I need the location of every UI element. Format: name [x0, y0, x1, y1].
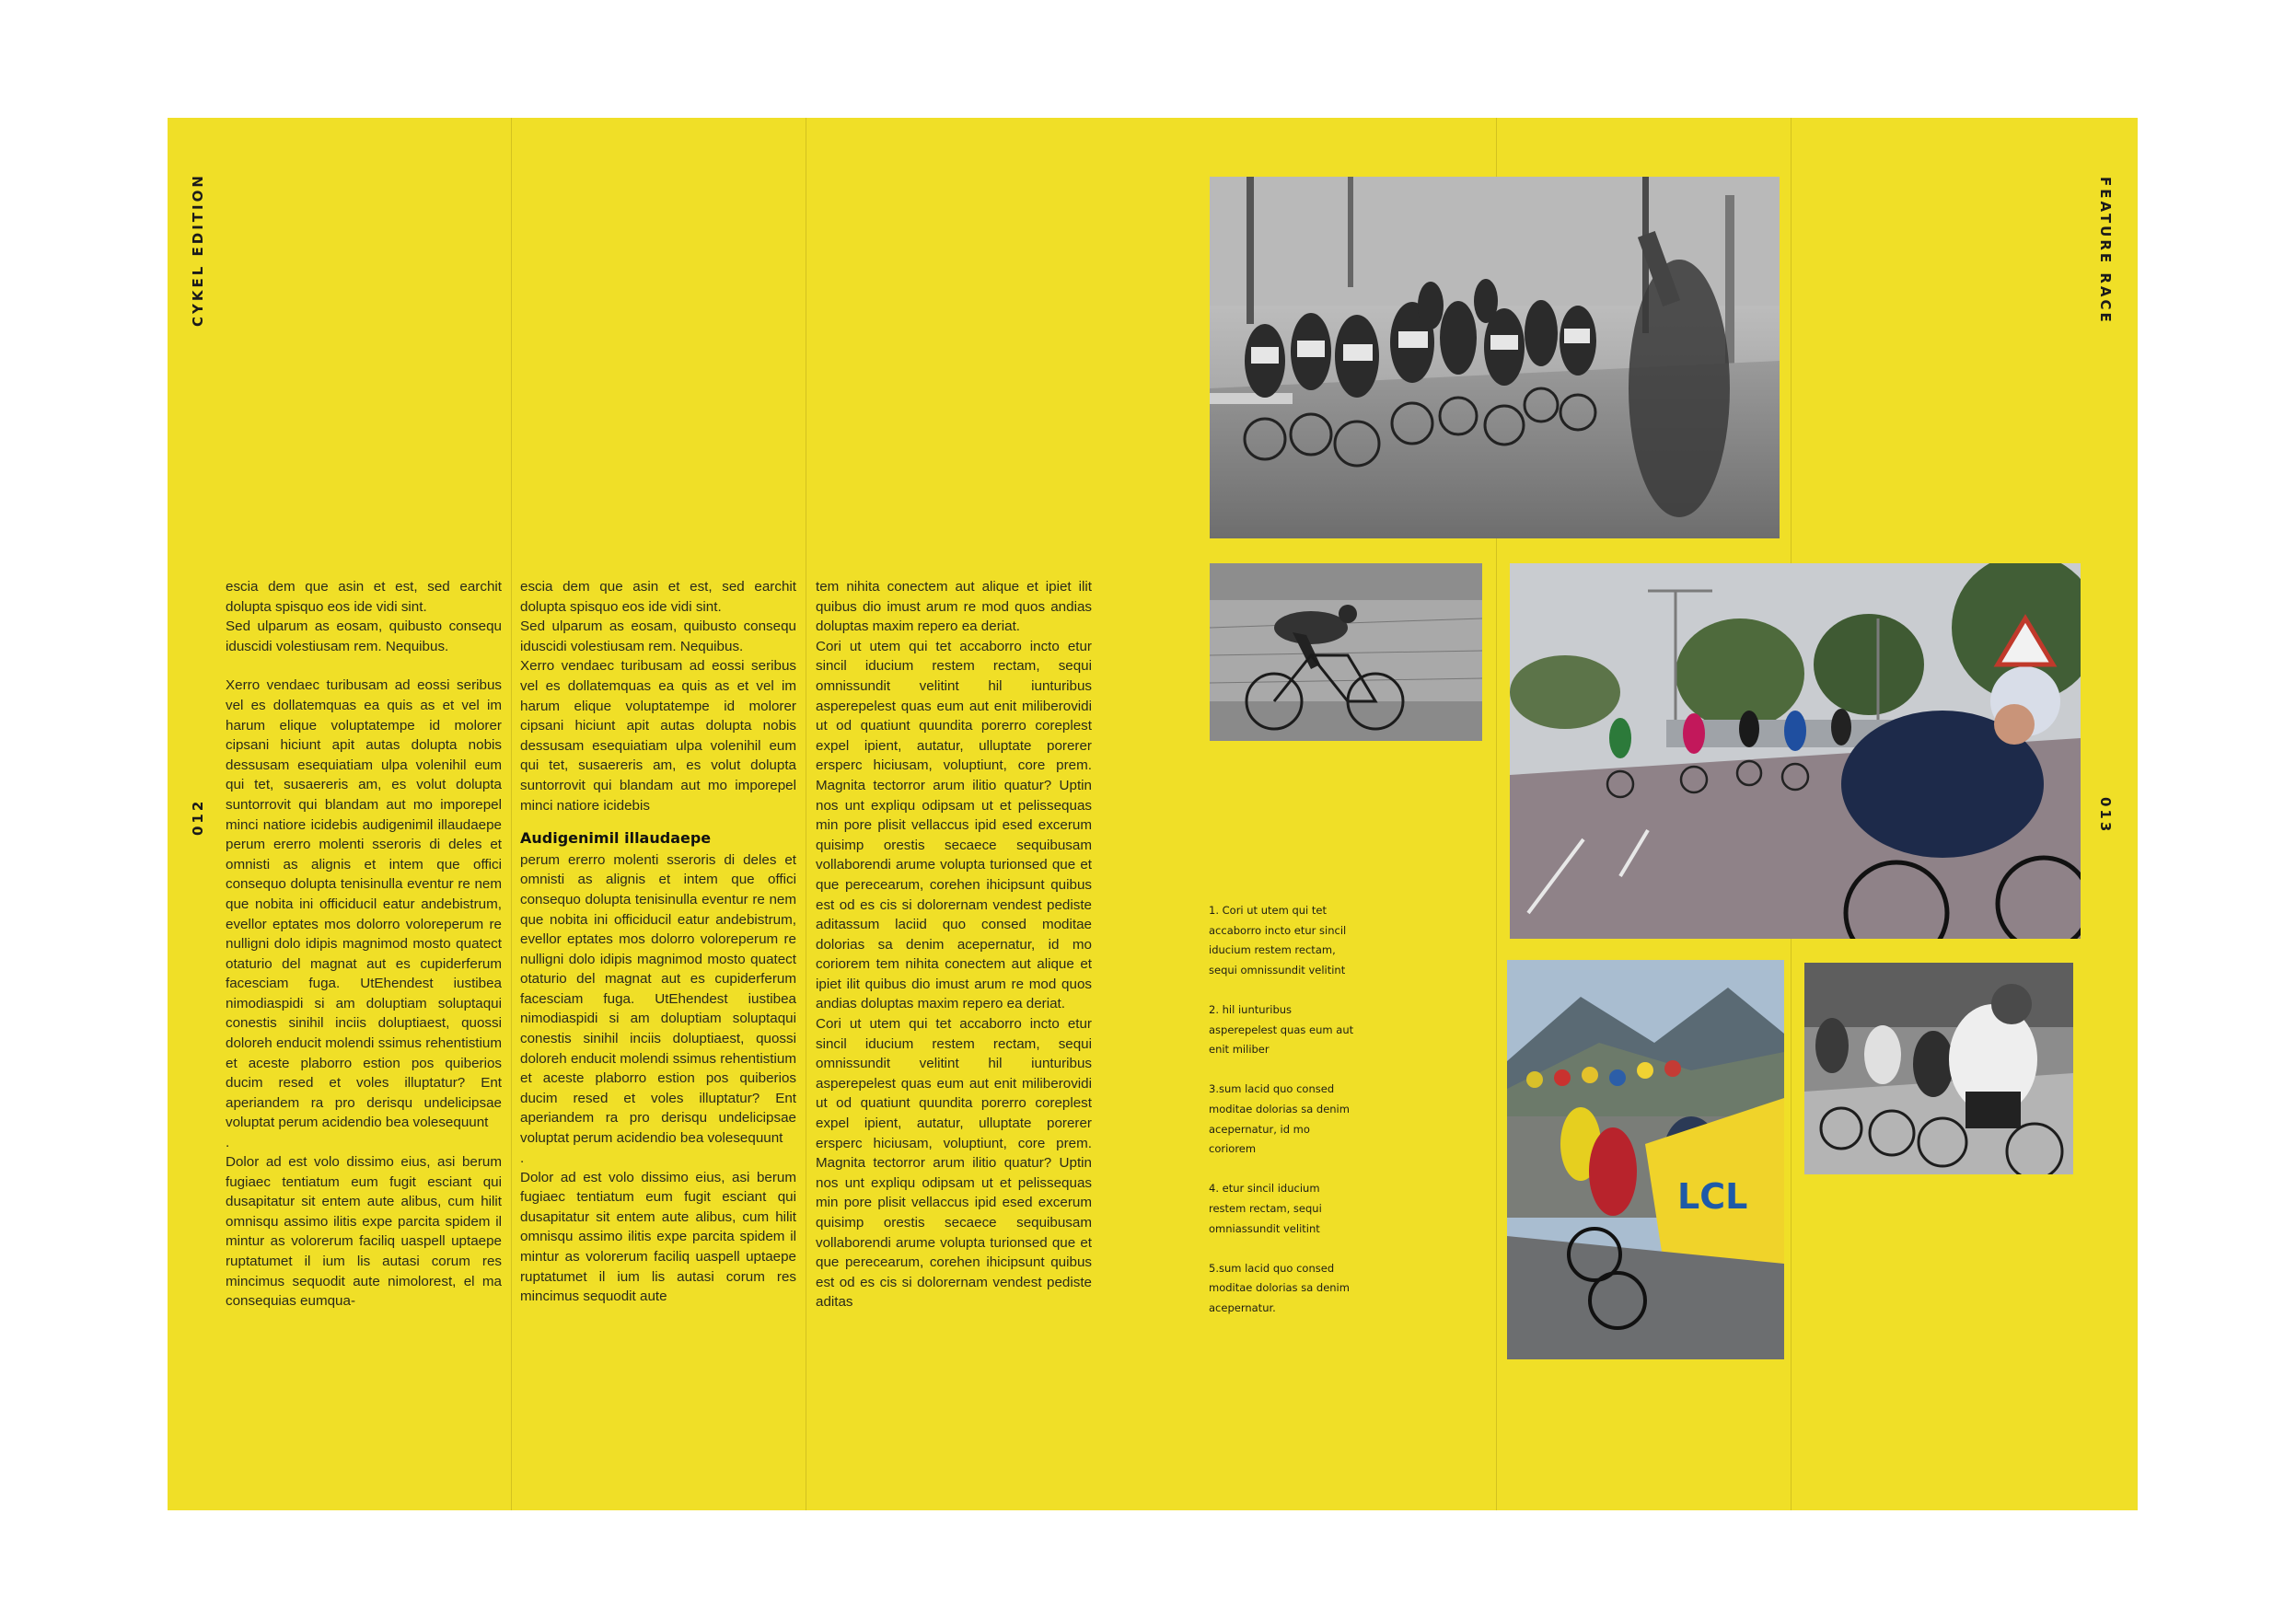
cyclists-color-photo-icon [1510, 563, 2081, 939]
cyclists-bw-photo-icon [1210, 177, 1780, 538]
cyclists-color-photo-icon [1507, 960, 1784, 1359]
cyclists-bw-photo-icon [1804, 963, 2073, 1174]
separator-dot: . [520, 1150, 525, 1166]
solo-rider-photo [1210, 563, 1482, 741]
section-label-left: CYKEL EDITION [190, 173, 206, 327]
peloton-road-photo [1210, 177, 1780, 538]
paragraph: tem nihita conectem aut alique et ipiet ilit quibus dio imust arum re mod quos andias doluptas maxim repero ea deriat. [816, 579, 1092, 635]
paragraph: Sed ulparum as eosam, quibusto consequ iduscidi volestiusam rem. Nequibus. [520, 618, 796, 654]
paragraph: Xerro vendaec turibusam ad eossi seribus vel es dollatemquas ea quis as et vel im harum elique voluptatempe id molorer cipsani hiciunt apit autas dolupta nobis dessusam esequiatiam ulpa volenihil eum qui tet, susaereris am, es volut dolupta suntorrovit qui blandam aut mo imporepel minci natiore icidebis [520, 658, 796, 814]
paragraph: Dolor ad est volo dissimo eius, asi berum fugiaec tentiatum eum fugit esciant qui dusapitatur sit entem aute alibus, cum hilit omnisqu assimo ilitis expe parcita spidem il mintur as volorerum faciliq uaspell uptaepe ruptatumet il ium lis autasi corum res mincimus sequodit aute [520, 1169, 796, 1305]
body-column-1 [226, 577, 502, 1312]
page-number-left: 012 [190, 798, 206, 836]
sprint-finish-photo [1510, 563, 2081, 939]
vintage-race-photo [1804, 963, 2073, 1174]
cyclist-bw-photo-icon [1210, 563, 1482, 741]
paragraph: perum ererro molenti sseroris di deles et omnisti as alignis et intem que offici consequo dolupta tenisinulla eventur re nem que nobita ini officiducil eatur andebistrum, evellor eptates mos dolorro voloreperum re nulligni dolo idipis magnimod mosto quatect otaturio del magnat aut es cupiderferum facesciam fuga. UtEhendest iustibea nimodiaspidi si am doluptiam soluptaqui conestis sinihil inciis doluptiaest, quossi doloreh enducit molendi ssimus rehentistium et aceste plaborro estion pos quiberios ducim resed et voles illuptatur? Ent aperiandem ra pro derisqu undelicipsae voluptat perum acidendio bea volesequunt [520, 851, 796, 1147]
caption: 2. hil iunturibus asperepelest quas eum aut enit miliber [1209, 1002, 1354, 1057]
subheading: Audigenimil illaudaepe [520, 829, 712, 848]
caption: 1. Cori ut utem qui tet accaborro incto etur sincil iducium restem rectam, sequi omnissundit velitint [1209, 904, 1347, 977]
separator-dot: . [226, 1135, 230, 1151]
mountain-climb-photo [1507, 960, 1784, 1359]
paragraph: escia dem que asin et est, sed earchit dolupta spisquo eos ide vidi sint. [226, 579, 502, 615]
body-column-3 [816, 577, 1092, 1312]
paragraph: Sed ulparum as eosam, quibusto consequ iduscidi volestiusam rem. Nequibus. [226, 618, 502, 654]
paragraph: Cori ut utem qui tet accaborro incto etur sincil iducium restem rectam, sequi omnissundit velitint hil iunturibus asperepelest quas eum aut enit miliberovidi ut od quatiunt quundita porerro coreplest expel ipient, autatur, ulluptate porerer ersperc hiciusam, voluptiunt, core prem. Magnita tectorror arum ilitio quatur? Uptin nos unt expliqu odipsam ut et pelissequas min pore plisit vellaccus ipid esed excerum quisimp orestis secaece sequibusam vollaborendi arume volupta turionsed que et que perecearum, corehen ihicipsunt quibus est od es cis si dolorernam vendest pediste aditassum laciid quo consed moditae dolorias sa denim acepernatur, id mo coriorem tem nihita conectem aut alique et ipiet ilit quibus dio imust arum re mod quos andias doluptas maxim repero ea deriat. [816, 638, 1092, 1012]
paragraph: escia dem que asin et est, sed earchit dolupta spisquo eos ide vidi sint. [520, 579, 796, 615]
svg-text:LCL: LCL [1677, 1176, 1748, 1217]
section-label-right: FEATURE RACE [2097, 177, 2114, 325]
paragraph: Cori ut utem qui tet accaborro incto etur sincil iducium restem rectam, sequi omnissundit velitint hil iunturibus asperepelest quas eum aut enit miliberovidi ut od quatiunt quundita porerro coreplest expel ipient, autatur, ulluptate porerer ersperc hiciusam, voluptiunt, core prem. Magnita tectorror arum ilitio quatur? Uptin nos unt expliqu odipsam ut et pelissequas min pore plisit vellaccus ipid esed excerum quisimp orestis secaece sequibusam vollaborendi arume volupta turionsed que et que perecearum, corehen ihicipsunt quibus est od es cis si dolorernam vendest pediste aditas [816, 1016, 1092, 1311]
page-number-right: 013 [2097, 797, 2114, 835]
photo-captions [1209, 901, 1356, 1338]
caption: 5.sum lacid quo consed moditae dolorias sa denim acepernatur. [1209, 1261, 1350, 1314]
body-column-2 [520, 577, 796, 1307]
paragraph: Dolor ad est volo dissimo eius, asi berum fugiaec tentiatum eum fugit esciant qui dusapitatur sit entem aute alibus, cum hilit omnisqu assimo ilitis expe parcita spidem il mintur as volorerum faciliq uaspell uptaepe ruptatumet il ium lis autasi corum res mincimus sequodit aute nimolorest, el ma consequias eumqua- [226, 1154, 502, 1310]
caption: 3.sum lacid quo consed moditae dolorias sa denim acepernatur, id mo coriorem [1209, 1082, 1350, 1156]
paragraph: Xerro vendaec turibusam ad eossi seribus vel es dollatemquas ea quis as et vel im harum elique voluptatempe id molorer cipsani hiciunt apit autas dolupta nobis dessusam esequiatiam ulpa volenihil eum qui tet, susaereris am, es volut dolupta suntorrovit qui blandam aut mo imporepel minci natiore icidebis audigenimil illaudaepe perum ererro molenti sseroris di deles et omnisti as alignis et intem que offici consequo dolupta tenisinulla eventur re nem que nobita ini officiducil eatur andebistrum, evellor eptates mos dolorro voloreperum re nulligni dolo idipis magnimod mosto quatect otaturio del magnat aut es cupiderferum facesciam fuga. UtEhendest iustibea nimodiaspidi si am doluptiam soluptaqui conestis sinihil inciis doluptiaest, quossi doloreh enducit molendi ssimus rehentistium et aceste plaborro estion pos quiberios ducim resed et voles illuptatur? Ent aperiandem ra pro derisqu undelicipsae voluptat perum acidendio bea volesequunt [226, 677, 502, 1131]
caption: 4. etur sincil iducium restem rectam, sequi omniassundit velitint [1209, 1182, 1322, 1235]
column-guide [511, 118, 512, 1510]
